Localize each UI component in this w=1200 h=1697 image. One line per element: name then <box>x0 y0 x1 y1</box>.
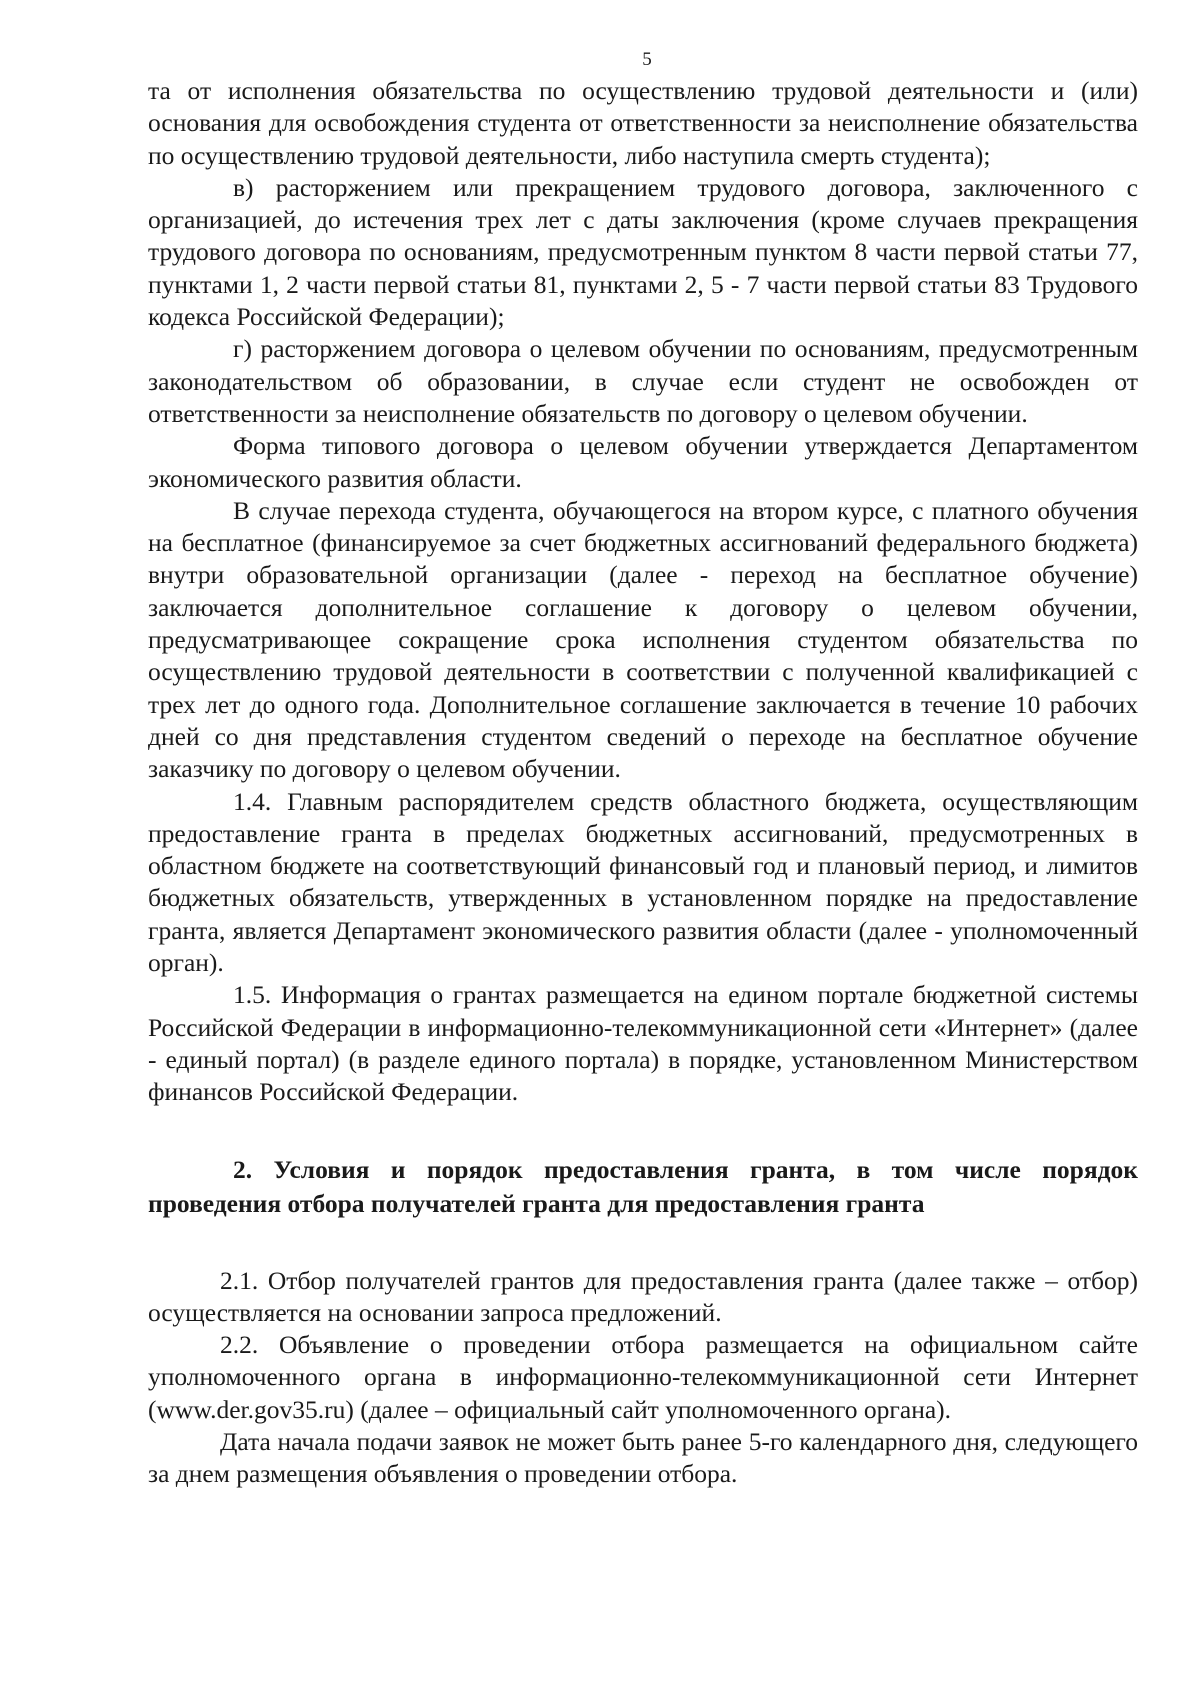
section-heading: 2. Условия и порядок предоставления гранта, в том числе порядок проведения отбора получателей гранта для предоставления гранта <box>148 1154 1138 1218</box>
paragraph-clause-2-2: 2.2. Объявление о проведении отбора размещается на официальном сайте уполномоченного органа в информационно-телекоммуникационной сети Интернет (www.der.gov35.ru) (далее – официальный сайт уполномоченного органа). <box>148 1330 1138 1424</box>
paragraph-clause-1-4: 1.4. Главным распорядителем средств областного бюджета, осуществляющим предоставление гранта в пределах бюджетных ассигнований, предусмотренных в областном бюджете на соответствующий финансовый год и плановый период, и лимитов бюджетных обязательств, утвержденных в установленном порядке на предоставление гранта, является Департамент экономического развития области (далее - уполномоченный орган). <box>148 786 1138 978</box>
paragraph-item-v: в) расторжением или прекращением трудового договора, заключенного с организацией, до истечения трех лет с даты заключения (кроме случаев прекращения трудового договора по основаниям, предусмотренным пунктом 8 части первой статьи 77, пунктами 1, 2 части первой статьи 81, пунктами 2, 5 - 7 части первой статьи 83 Трудового кодекса Российской Федерации); <box>148 172 1138 332</box>
paragraph-form-contract: Форма типового договора о целевом обучении утверждается Департаментом экономического развития области. <box>148 431 1138 493</box>
page-number: 5 <box>642 49 652 70</box>
document-page <box>148 48 1138 1491</box>
paragraph-continuation: та от исполнения обязательства по осуществлению трудовой деятельности и (или) основания для освобождения студента от ответственности за неисполнение обязательства по осуществлению трудовой деятельности, либо наступила смерть студента); <box>148 76 1138 170</box>
paragraph-transfer: В случае перехода студента, обучающегося на втором курсе, с платного обучения на бесплатное (финансируемое за счет бюджетных ассигнований федерального бюджета) внутри образовательной организации (далее - переход на бесплатное обучение) заключается дополнительное соглашение к договору о целевом обучении, предусматривающее сокращение срока исполнения студентом обязательства по осуществлению трудовой деятельности в соответствии с полученной квалификацией с трех лет до одного года. Дополнительное соглашение заключается в течение 10 рабочих дней со дня представления студентом сведений о переходе на бесплатное обучение заказчику по договору о целевом обучении. <box>148 495 1138 784</box>
paragraph-clause-1-5: 1.5. Информация о грантах размещается на едином портале бюджетной системы Российской Федерации в информационно-телекоммуникационной сети «Интернет» (далее - единый портал) (в разделе единого портала) в порядке, установленном Министерством финансов Российской Федерации. <box>148 980 1138 1107</box>
paragraph-start-date: Дата начала подачи заявок не может быть ранее 5-го календарного дня, следующего за днем размещения объявления о проведении отбора. <box>148 1426 1138 1489</box>
paragraph-item-g: г) расторжением договора о целевом обучении по основаниям, предусмотренным законодательством об образовании, в случае если студент не освобожден от ответственности за неисполнение обязательств по договору о целевом обучении. <box>148 334 1138 428</box>
paragraph-clause-2-1: 2.1. Отбор получателей грантов для предоставления гранта (далее также – отбор) осуществляется на основании запроса предложений. <box>148 1265 1138 1327</box>
